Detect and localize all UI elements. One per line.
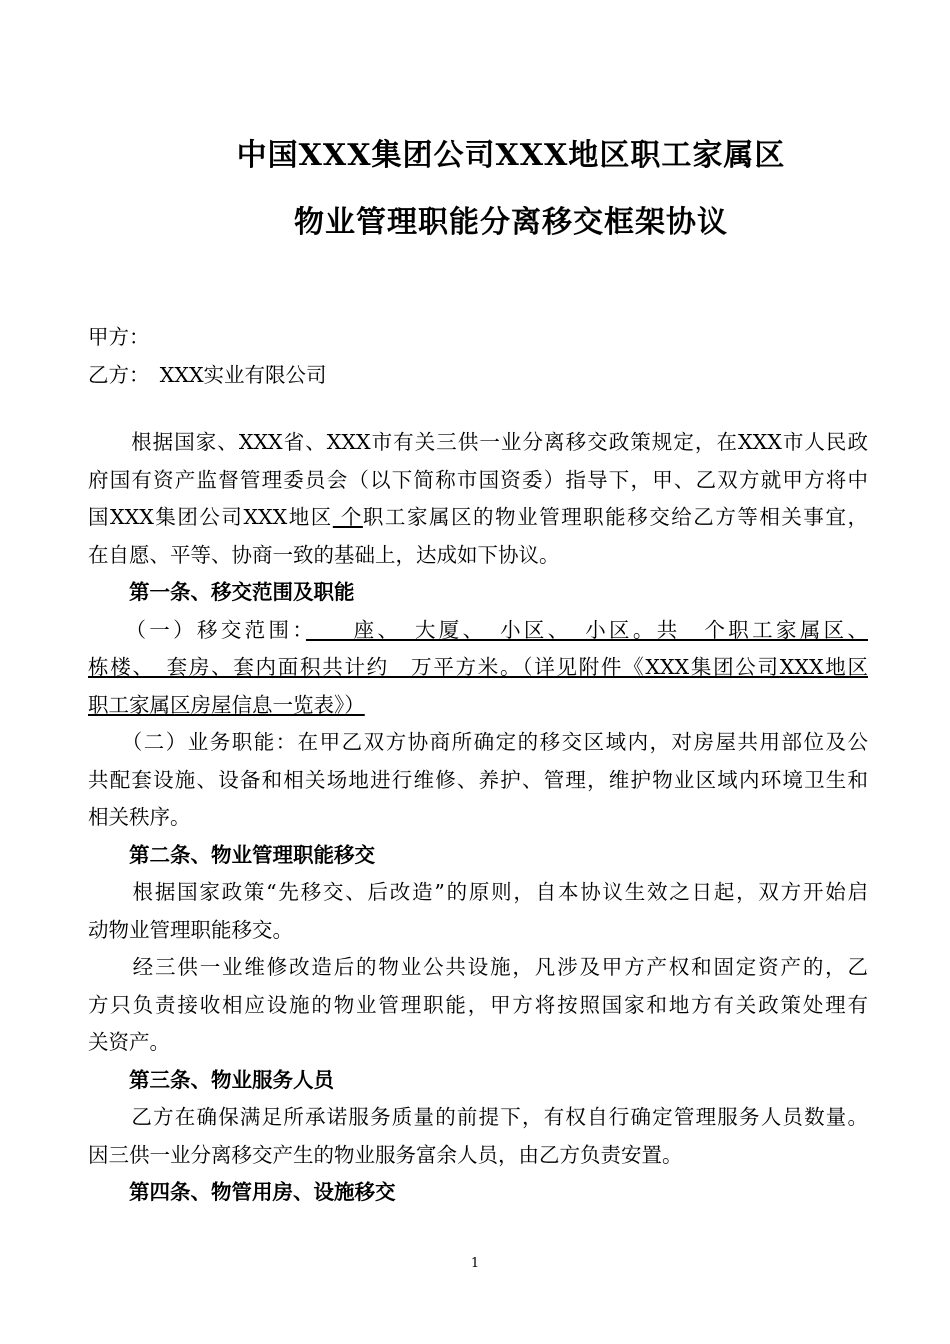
text-segment: 职工家属区的物业管理职能移交给乙方等相关事宜， — [362, 505, 868, 529]
article-2-heading: 第二条、物业管理职能移交 — [88, 842, 375, 867]
document-title-line-1: 中国XXX集团公司XXX地区职工家属区 — [236, 138, 786, 173]
text-line: 在自愿、平等、协商一致的基础上，达成如下协议。 — [88, 542, 560, 567]
transfer-scope-fill: 座、 大厦、 小区、 小区。共 个职工家属区、 — [305, 617, 869, 642]
text-line: 方只负责接收相应设施的物业管理职能，甲方将按照国家和地方有关政策处理有 — [88, 992, 868, 1017]
transfer-scope-fill: 职工家属区房屋信息一览表》） — [88, 692, 365, 717]
text-line: （二）业务职能：在甲乙双方协商所确定的移交区域内，对房屋共用部位及公 — [88, 730, 868, 754]
text-line — [88, 499, 868, 537]
text-line: 因三供一业分离移交产生的物业服务富余人员，由乙方负责安置。 — [88, 1142, 683, 1167]
text-segment: 国XXX集团公司XXX地区 — [88, 505, 333, 529]
text-line: 府国有资产监督管理委员会（以下简称市国资委）指导下，甲、乙双方就甲方将中 — [88, 467, 868, 492]
text-line: 根据国家政策“先移交、后改造”的原则，自本协议生效之日起，双方开始启 — [88, 880, 868, 904]
party-b: 乙方： XXX实业有限公司 — [88, 362, 327, 387]
transfer-scope-fill: 栋楼、 套房、套内面积共计约 万平方米。（详见附件《XXX集团公司XXX地区 — [88, 655, 868, 679]
article-3-heading: 第三条、物业服务人员 — [88, 1067, 334, 1092]
document-title-line-2: 物业管理职能分离移交框架协议 — [294, 205, 728, 240]
body-text — [88, 424, 868, 1212]
article-1-heading: 第一条、移交范围及职能 — [88, 580, 355, 604]
text-line: 动物业管理职能移交。 — [88, 917, 293, 942]
text-segment: （一）移交范围： — [88, 617, 306, 642]
text-line: 相关秩序。 — [88, 805, 191, 829]
blank-count-field: 个 — [332, 505, 363, 529]
text-line: 乙方在确保满足所承诺服务质量的前提下，有权自行确定管理服务人员数量。 — [88, 1105, 868, 1129]
article-4-heading: 第四条、物管用房、设施移交 — [88, 1180, 396, 1204]
text-line: 经三供一业维修改造后的物业公共设施，凡涉及甲方产权和固定资产的，乙 — [88, 955, 868, 979]
text-line: 共配套设施、设备和相关场地进行维修、养护、管理，维护物业区域内环境卫生和 — [88, 767, 868, 792]
text-line: 关资产。 — [88, 1030, 170, 1054]
party-a: 甲方： — [88, 325, 150, 349]
text-line — [88, 612, 868, 650]
parties-block — [88, 319, 868, 394]
page-number: 1 — [470, 1256, 480, 1271]
text-line: 根据国家、XXX省、XXX市有关三供一业分离移交政策规定，在XXX市人民政 — [88, 430, 868, 454]
